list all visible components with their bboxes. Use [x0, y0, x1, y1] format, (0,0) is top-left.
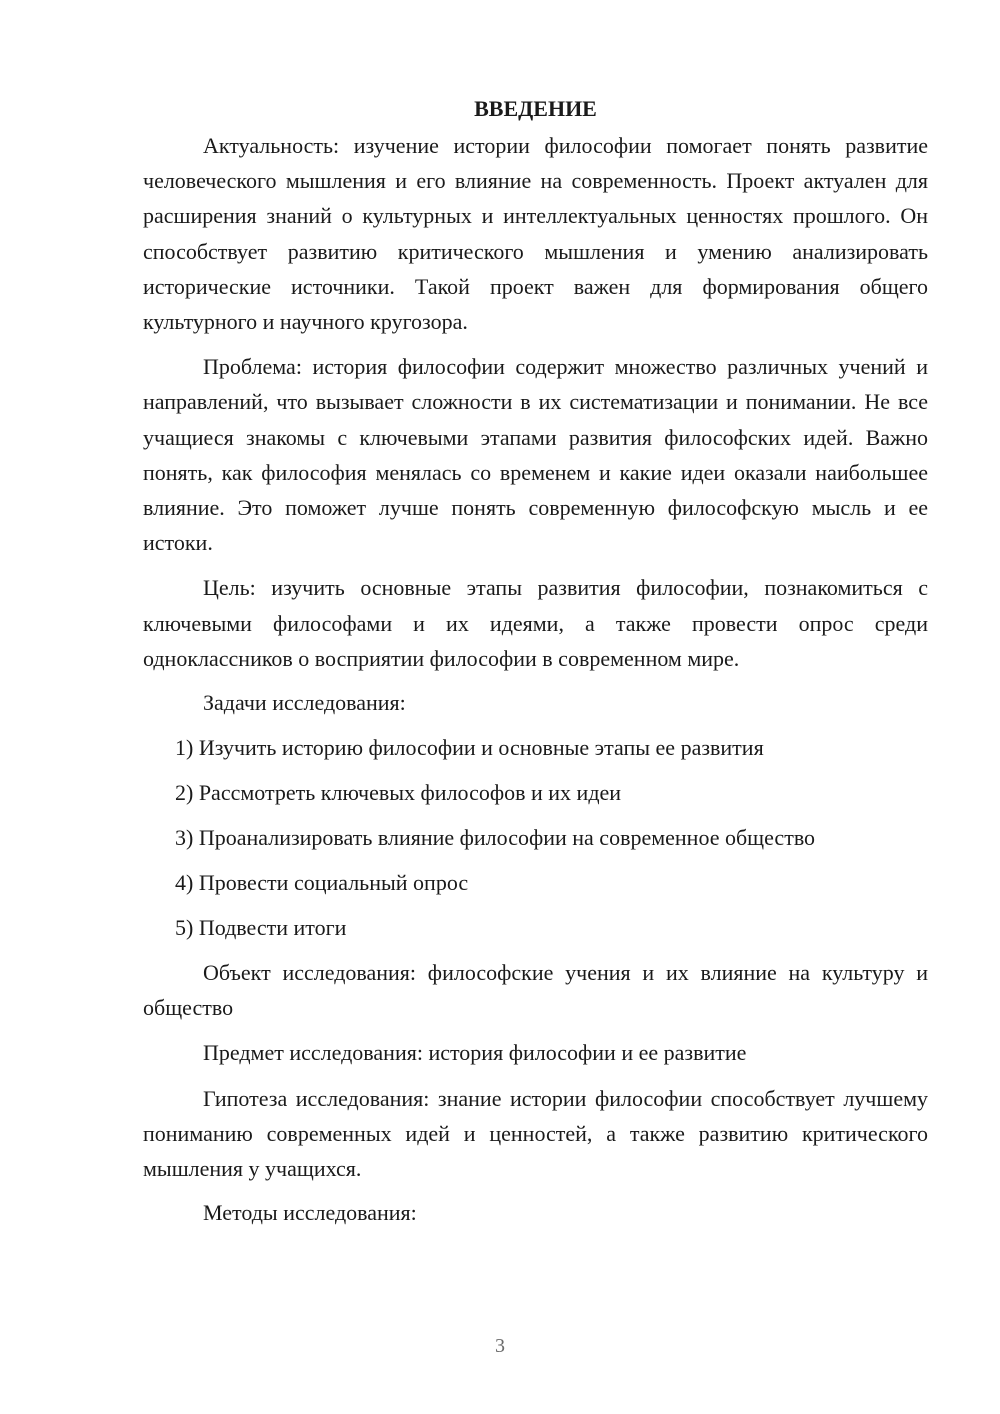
- goal-paragraph: Цель: изучить основные этапы развития философии, познакомиться с ключевыми философами и их идеями, а также провести опрос среди одноклассников о восприятии философии в современном мире.: [143, 575, 928, 671]
- object-paragraph: Объект исследования: философские учения и их влияние на культуру и общество: [143, 960, 928, 1021]
- subject-paragraph: Предмет исследования: история философии и ее развитие: [203, 1040, 747, 1066]
- methods-heading: Методы исследования:: [203, 1200, 417, 1226]
- task-item: 1) Изучить историю философии и основные этапы ее развития: [175, 735, 764, 761]
- task-item: 3) Проанализировать влияние философии на современное общество: [175, 825, 816, 851]
- task-item: 4) Провести социальный опрос: [175, 870, 469, 896]
- section-title: ВВЕДЕНИЕ: [474, 96, 597, 121]
- task-item: 2) Рассмотреть ключевых философов и их идеи: [175, 780, 622, 806]
- document-page: [143, 92, 928, 1230]
- task-item: 5) Подвести итоги: [175, 915, 347, 941]
- problem-paragraph: Проблема: история философии содержит множество различных учений и направлений, что вызывает сложности в их систематизации и понимании. Не все учащиеся знакомы с ключевыми этапами развития философских идей. Важно понять, как философия менялась со временем и какие идеи оказали наибольшее влияние. Это поможет лучше понять современную философскую мысль и ее истоки.: [143, 354, 928, 556]
- tasks-heading: Задачи исследования:: [203, 690, 406, 716]
- relevance-paragraph: Актуальность: изучение истории философии помогает понять развитие человеческого мышления и его влияние на современность. Проект актуален для расширения знаний о культурных и интеллектуальных ценностях прошлого. Он способствует развитию критического мышления и умению анализировать исторические источники. Такой проект важен для формирования общего культурного и научного кругозора.: [143, 133, 928, 335]
- page-number: 3: [495, 1335, 505, 1357]
- tasks-list: [143, 730, 928, 945]
- hypothesis-paragraph: Гипотеза исследования: знание истории философии способствует лучшему пониманию современных идей и ценностей, а также развитию критического мышления у учащихся.: [143, 1085, 928, 1182]
